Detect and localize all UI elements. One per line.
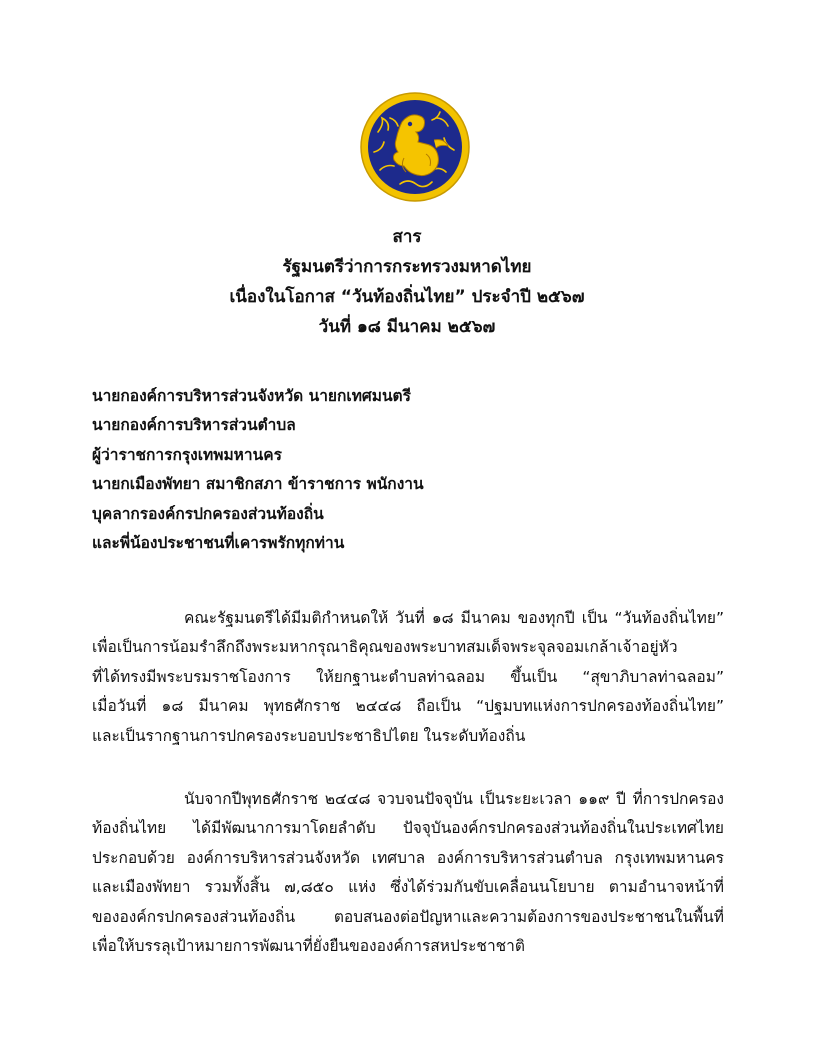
- paragraph-line: เพื่อเป็นการน้อมรำลึกถึงพระมหากรุณาธิคุณของพระบาทสมเด็จพระจุลจอมเกล้าเจ้าอยู่หัว: [92, 638, 678, 657]
- paragraph-line: ท้องถิ่นไทย ได้มีพัฒนาการมาโดยลำดับ ปัจจุบันองค์กรปกครองส่วนท้องถิ่นในประเทศไทย: [92, 819, 724, 838]
- paragraph-line: ขององค์กรปกครองส่วนท้องถิ่น ตอบสนองต่อปัญหาและความต้องการของประชาชนในพื้นที่: [92, 907, 724, 926]
- recipients-block: [92, 382, 424, 558]
- heading-occasion: เนื่องในโอกาส “วันท้องถิ่นไทย” ประจำปี ๒๕๖๗: [229, 287, 585, 307]
- heading-date: วันที่ ๑๘ มีนาคม ๒๕๖๗: [318, 317, 496, 337]
- body-paragraph-1: [92, 604, 724, 751]
- paragraph-line: และเมืองพัทยา รวมทั้งสิ้น ๗,๘๕๐ แห่ง ซึ่งได้ร่วมกันขับเคลื่อนนโยบาย ตามอำนาจหน้าที่: [92, 878, 724, 897]
- recipient-line: นายกองค์การบริหารส่วนตำบล: [92, 416, 296, 435]
- heading-minister: รัฐมนตรีว่าการกระทรวงมหาดไทย: [282, 257, 532, 277]
- paragraph-line: นับจากปีพุทธศักราช ๒๔๔๘ จวบจนปัจจุบัน เป็นระยะเวลา ๑๑๙ ปี ที่การปกครอง: [184, 790, 724, 808]
- paragraph-line: คณะรัฐมนตรีได้มีมติกำหนดให้ วันที่ ๑๘ มีนาคม ของทุกปี เป็น “วันท้องถิ่นไทย”: [184, 609, 724, 627]
- paragraph-line: และเป็นรากฐานการปกครองระบอบประชาธิปไตย ในระดับท้องถิ่น: [92, 726, 526, 745]
- recipient-line: ผู้ว่าราชการกรุงเทพมหานคร: [92, 445, 282, 464]
- document-heading: [0, 222, 814, 342]
- recipient-line: นายกองค์การบริหารส่วนจังหวัด นายกเทศมนตรี: [92, 387, 411, 405]
- recipient-line: บุคลากรองค์กรปกครองส่วนท้องถิ่น: [92, 504, 324, 523]
- paragraph-line: เพื่อให้บรรลุเป้าหมายการพัฒนาที่ยั่งยืนขององค์การสหประชาชาติ: [92, 936, 525, 955]
- recipient-line: นายกเมืองพัทยา สมาชิกสภา ข้าราชการ พนักงาน: [92, 475, 424, 494]
- body-paragraph-2: [92, 785, 724, 961]
- paragraph-line: เมื่อวันที่ ๑๘ มีนาคม พุทธศักราช ๒๔๔๘ ถือเป็น “ปฐมบทแห่งการปกครองท้องถิ่นไทย”: [92, 697, 724, 716]
- paragraph-line: ประกอบด้วย องค์การบริหารส่วนจังหวัด เทศบาล องค์การบริหารส่วนตำบล กรุงเทพมหานคร: [92, 848, 724, 867]
- recipient-line: และพี่น้องประชาชนที่เคารพรักทุกท่าน: [92, 533, 345, 552]
- ministry-of-interior-seal-icon: [360, 92, 470, 202]
- paragraph-line: ที่ได้ทรงมีพระบรมราชโองการ ให้ยกฐานะตำบลท่าฉลอม ขึ้นเป็น “สุขาภิบาลท่าฉลอม”: [92, 667, 724, 686]
- heading-title: สาร: [392, 227, 422, 247]
